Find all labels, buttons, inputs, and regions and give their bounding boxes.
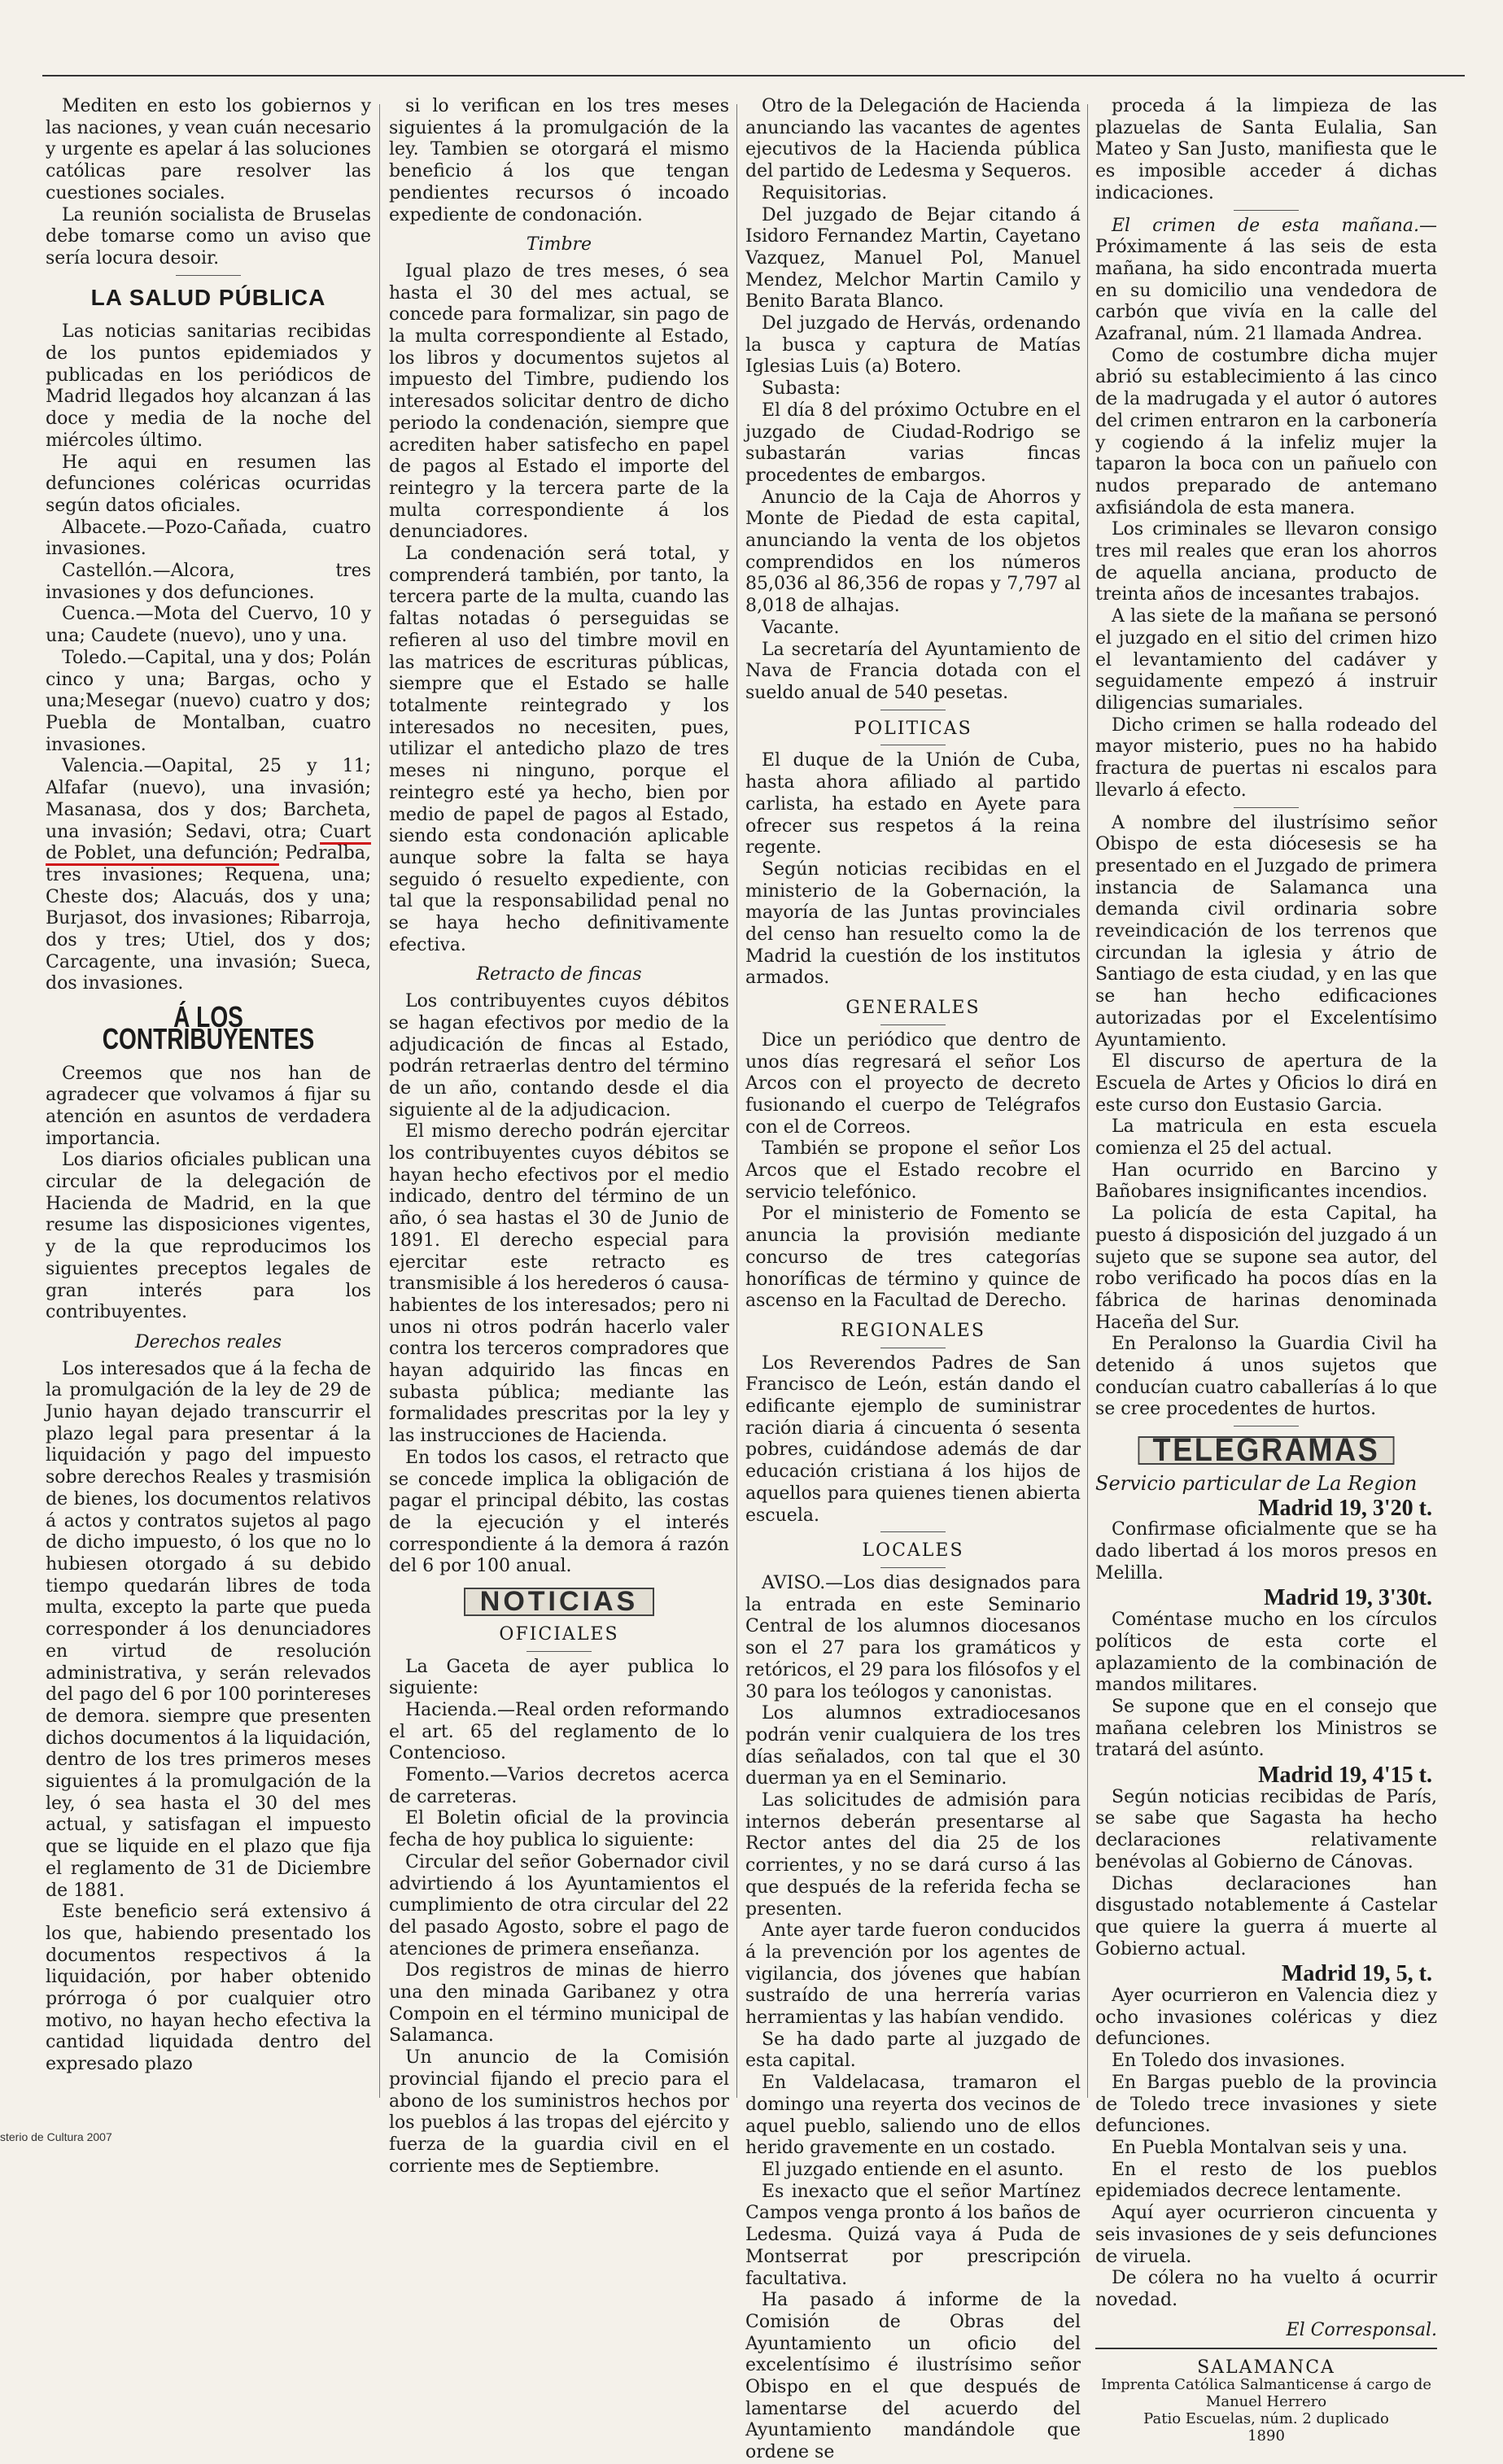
paragraph: Los alumnos extradiocesanos podrán venir cualquiera de los tres días señalados, con tal que el 30 duerman ya en el Seminario.	[745, 1703, 1081, 1789]
paragraph: Los Reverendos Padres de San Francisco de León, están dando el edificante ejemplo de suministrar ración diaria á cincuenta ó sesenta pobres, cuidándose además de dar educación cristiana á los hijos de aquellos para quienes tienen abierta escuela.	[745, 1352, 1081, 1526]
paragraph: Cuenca.—Mota del Cuervo, 10 y una; Caudete (nuevo), uno y una.	[46, 604, 371, 647]
dispatch-paragraph: Dichas declaraciones han disgustado notablemente á Castelar que quiere la guerra á muerte al Gobierno actual.	[1095, 1873, 1437, 1959]
paragraph: He aqui en resumen las defunciones coléricas ocurridas según datos oficiales.	[46, 452, 371, 516]
imprint-line: Imprenta Católica Salmanticense á cargo de Manuel Herrero	[1100, 2376, 1432, 2411]
paragraph: Hacienda.—Real orden reformando el art. 65 del reglamento de lo Contencioso.	[389, 1699, 729, 1764]
separator	[1234, 807, 1299, 808]
paragraph: El discurso de apertura de la Escuela de Artes y Oficios lo dirá en este curso don Eustasio Garcia.	[1095, 1051, 1437, 1116]
dispatch-paragraph: Confirmase oficialmente que se ha dado libertad á los moros presos en Melilla.	[1095, 1519, 1437, 1584]
paragraph: Ante ayer tarde fueron conducidos á la prevención por los agentes de vigilancia, dos jóvenes que habían sustraído de una herrería varias herramientas y las habían vendido.	[745, 1920, 1081, 2029]
derechos-paragraphs	[46, 1359, 371, 2076]
subheading-retracto: Retracto de fincas	[476, 964, 642, 985]
paragraph: Del juzgado de Bejar citando á Isidoro Fernandez Martin, Cayetano Vazquez, Manuel Pol, Manuel Mendez, Melchor Martin Camilo y Benito Barata Blanco.	[745, 204, 1081, 312]
paragraph: Toledo.—Capital, una y dos; Polán cinco y una; Bargas, ocho y una;Mesegar (nuevo) cuatro y dos; Puebla de Montalban, cuatro invasiones.	[46, 647, 371, 755]
paragraph: En Peralonso la Guardia Civil ha detenido á unos sujetos que conducían cuatro caballerías á lo que se cree procedentes de hurtos.	[1095, 1334, 1437, 1420]
dispatch-paragraph: Coméntase mucho en los círculos políticos de esta corte el aplazamiento de la combinación de mandos militares.	[1095, 1610, 1437, 1696]
varios-paragraphs	[1095, 813, 1437, 1422]
dispatch-date: Madrid 19, 3'20 t.	[1258, 1495, 1432, 1521]
paragraph: Es inexacto que el señor Martínez Campos venga pronto á los baños de Ledesma. Quizá vaya á Puda de Montserrat por prescripción facultativa.	[745, 2181, 1081, 2289]
paragraph: A nombre del ilustrísimo señor Obispo de esta diócesesis se ha presentado en el Juzgado de primera instancia de Salamanca una demanda civil ordinaria sobre reveindicación de los terrenos que circundan la iglesia y átrio de Santiago de esta ciudad, y en las que se han hecho edificaciones autorizadas por el Excelentísimo Ayuntamiento.	[1095, 812, 1437, 1051]
service-line: Servicio particular de La Region	[1095, 1471, 1418, 1495]
crimen-paragraph: El crimen de esta mañana.—Próximamente á las seis de esta mañana, ha sido encontrada muerta en su domicilio una vendedora de carbón que vivía en la calle del Azafranal, núm. 21 llamada Andrea.	[1095, 215, 1437, 345]
paragraph: Por el ministerio de Fomento se anuncia la provisión mediante concurso de tres categorías honoríficas de término y quince de ascenso en la Facultad de Derecho.	[745, 1204, 1081, 1312]
red-underlined-text: Cuart de Poblet, una defunción;	[46, 822, 371, 867]
paragraph: En todos los casos, el retracto que se concede implica la obligación de pagar el principal débito, las costas de la ejecución y el interés correspondiente á la demora á razón del 6 por 100 anual.	[389, 1447, 729, 1577]
paragraph: Los criminales se llevaron consigo tres mil reales que eran los ahorros de aquella anciana, producto de treinta años de incesantes trabajos.	[1095, 519, 1437, 605]
dispatch-paragraph: Ayer ocurrieron en Valencia diez y ocho invasiones coléricas y diez defunciones.	[1095, 1986, 1437, 2050]
crimen-paragraphs	[1095, 346, 1437, 802]
paragraph: La policía de esta Capital, ha puesto á disposición del juzgado á un sujeto que se supone sea autor, del robo verificado ha pocos días en la fábrica de harinas denominada Haceña del Sur.	[1095, 1204, 1437, 1333]
paragraph: Según noticias recibidas en el ministerio de la Gobernación, la mayoría de las Juntas provinciales del censo han resuelto como la de Madrid la cuestión de los institutos armados.	[745, 858, 1081, 989]
dispatch-paragraph: Se supone que en el consejo que mañana celebren los Ministros se tratará del asúnto.	[1095, 1696, 1437, 1761]
separator	[176, 275, 241, 276]
paragraph: Dos registros de minas de hierro una den minada Garibanez y otra Compoin en el término municipal de Salamanca.	[389, 1960, 729, 2047]
paragraph: Los interesados que á la fecha de la promulgación de la ley de 29 de Junio hayan dejado transcurrir el plazo legal para presentar á la liquidación y pago del impuesto sobre derechos Reales y trasmisión de bienes, los documentos relativos á actos y contratos sujetos al pago de dicho impuesto, ó los que no lo hubiesen otorgado á su debido tiempo quedarán libres de toda multa, excepto la parte que pueda corresponder á los denunciadores en virtud de resolución administrativa, y serán relevados del pago del 6 por 100 porintereses de demora. siempre que presenten dichos documentos á la liquidación, dentro de los tres primeros meses siguientes á la promulgación de la ley, ó sea hasta el 30 del mes actual, y satisfagan el impuesto que se liquide en el plazo que fija el reglamento de 31 de Diciembre de 1881.	[46, 1358, 371, 1901]
top-rule	[42, 75, 1465, 76]
column-1	[46, 96, 371, 2122]
separator	[1234, 210, 1299, 211]
dispatch-paragraph: En el resto de los pueblos epidemiados decrece lentamente.	[1095, 2159, 1437, 2202]
footer-rule	[1095, 2348, 1437, 2349]
imprint	[1095, 2359, 1437, 2444]
intro-paragraphs	[389, 96, 729, 226]
column-divider	[1087, 104, 1088, 2098]
valencia-paragraph: Valencia.—Oapital, 25 y 11; Alfafar (nuevo), una invasión; Masanasa, dos y dos; Barcheta, una invasión; Sedavi, otra; Cuart de Poblet, una defunción; Pedralba, tres invasiones; Requena, una; Cheste dos; Alacuás, dos y una; Burjasot, dos invasiones; Ribarroja, dos y tres; Utiel, dos y dos; Carcagente, una invasión; Sueca, dos invasiones.	[46, 756, 371, 994]
section-heading-noticias: NOTICIAS	[389, 1588, 729, 1616]
timbre-paragraphs	[389, 261, 729, 957]
column-divider	[379, 104, 380, 2098]
paragraph: Subasta:	[762, 378, 841, 400]
telegram-dispatches	[1095, 1495, 1437, 2312]
paragraph: Castellón.—Alcora, tres invasiones y dos defunciones.	[46, 561, 371, 603]
paragraph: La condenación será total, y comprenderá también, por tanto, la tercera parte de la multa, cuando las faltas notadas ó perseguidas se refieren al uso del timbre movil en las matrices de escrituras públicas, siempre que el Estado se halle totalmente reintegrado y los interesados no necesiten, pues, utilizar el antedicho plazo de tres meses ni ninguno, porque el reintegro esté ya hecho, bien por medio de papel de pagos al Estado, siendo esta condonación aplicable aunque sobre la falta se haya seguido ó resuelto expediente, con tal que la responsabilidad penal no se haya hecho definitivamente efectiva.	[389, 544, 729, 955]
paragraph: La reunión socialista de Bruselas debe tomarse como un aviso que sería locura desoir.	[46, 204, 371, 269]
paragraph: El duque de la Unión de Cuba, hasta ahora afiliado al partido carlista, ha estado en Ayete para ofrecer sus respetos á la reina regente.	[745, 750, 1081, 858]
paragraph: Como de costumbre dicha mujer abrió su establecimiento á las cinco de la madrugada y el autor ó autores del crimen entraron en la carbonería y cogiendo á la infeliz mujer la taparon la boca con un pañuelo con nudos preparado de antemano axfisiándola de esta manera.	[1095, 345, 1437, 518]
paragraph: La Gaceta de ayer publica lo siguiente:	[389, 1656, 729, 1699]
subheading-derechos: Derechos reales	[134, 1331, 282, 1352]
paragraph: Vacante.	[762, 617, 840, 638]
locales-paragraphs	[745, 1573, 1081, 2464]
dispatch-paragraph: Según noticias recibidas de París, se sabe que Sagasta ha hecho declaraciones relativamente benévolas al Gobierno de Cánovas.	[1095, 1786, 1437, 1872]
section-heading-salud: LA SALUD PÚBLICA	[90, 284, 326, 310]
dispatch-paragraph: En Bargas pueblo de la provincia de Toledo trece invasiones y siete defunciones.	[1095, 2072, 1437, 2137]
paragraph: Se ha dado parte al juzgado de esta capital.	[745, 2029, 1081, 2072]
paragraph: Los contribuyentes cuyos débitos se hagan efectivos por medio de la adjudicación de fincas al Estado, podrán retraerlas dentro del término de un año, contando desde el dia siguiente al de la adjudicacion.	[389, 991, 729, 1121]
intro-paragraphs	[1095, 96, 1437, 205]
paragraph: También se propone el señor Los Arcos que el Estado recobre el servicio telefónico.	[745, 1138, 1081, 1203]
dispatch-date: Madrid 19, 5, t.	[1281, 1961, 1432, 1987]
paragraph: AVISO.—Los dias designados para la entrada en este Seminario Central de los alumnos diocesanos son el 27 para los gramáticos y retóricos, el 29 para los filósofos y el 30 para los teólogos y canonistas.	[745, 1573, 1081, 1702]
paragraph: Ha pasado á informe de la Comisión de Obras del Ayuntamiento un oficio del excelentísimo é ilustrísimo señor Obispo en el que después de lamentarse del acuerdo del Ayuntamiento mandándole que ordene se	[745, 2290, 1081, 2463]
section-heading-contribuyentes: Á LOS CONTRIBUYENTES	[102, 1000, 315, 1055]
paragraph: El mismo derecho podrán ejercitar los contribuyentes cuyos débitos se hayan hecho efectivos por el medio indicado, dentro del término de un año, ó sea hastas el 30 de Junio de 1891. El derecho especial para ejercitar este retracto es transmisible á los herederos ó causa-habientes de los interesados; pero ni unos ni otros podrán hacerlo valer contra los terceros compradores que hayan adquirido las fincas en subasta pública; mediante las formalidades prescritas por la ley y las instrucciones de Hacienda.	[389, 1121, 729, 1447]
paragraph: Las solicitudes de admisión para internos deberán presentarse al Rector antes del dia 25 de los corrientes, y no se dará curso á las que después de la referida fecha se presenten.	[745, 1790, 1081, 1920]
paragraph: El juzgado entiende en el asunto.	[762, 2159, 1064, 2180]
subheading-oficiales: OFICIALES	[499, 1623, 619, 1645]
separator	[880, 1024, 946, 1025]
intro-paragraphs	[745, 96, 1081, 705]
paragraph: Creemos que nos han de agradecer que volvamos á fijar su atención en asuntos de verdadera importancia.	[46, 1063, 371, 1149]
paragraph: Circular del señor Gobernador civil advirtiendo á los Ayuntamientos el cumplimiento de otra circular del 22 del pasado Agosto, sobre el pago de atenciones de primera enseñanza.	[389, 1851, 729, 1959]
dispatch-paragraph: De cólera no ha vuelto á ocurrir novedad.	[1095, 2268, 1437, 2310]
separator	[880, 1567, 946, 1568]
paragraph: La matricula en esta escuela comienza el 25 del actual.	[1095, 1116, 1437, 1160]
imprint-city: SALAMANCA	[1197, 2357, 1335, 2379]
paragraph: Dicho crimen se halla rodeado del mayor misterio, pues no ha habido fractura de puertas ni escalos para llevarlo á efecto.	[1095, 714, 1437, 801]
dispatch-paragraph: Aquí ayer ocurrieron cincuenta y seis invasiones de y seis defunciones de viruela.	[1095, 2203, 1437, 2267]
dispatch-date: Madrid 19, 3'30t.	[1264, 1585, 1432, 1611]
archive-watermark: sterio de Cultura 2007	[0, 2130, 112, 2143]
paragraph: Los diarios oficiales publican una circular de la delegación de Hacienda de Madrid, en la que resume las disposiciones vigentes, y de la que reproducimos los siguientes preceptos legales de gran interés para los contribuyentes.	[46, 1150, 371, 1323]
subheading-timbre: Timbre	[526, 234, 592, 256]
paragraph: A las siete de la mañana se personó el juzgado en el sitio del crimen hizo el levantamiento del cadáver y seguidamente empezó á instruir diligencias sumariales.	[1095, 606, 1437, 714]
paragraph: Otro de la Delegación de Hacienda anunciando las vacantes de agentes ejecutivos de la Hacienda pública del partido de Ledesma y Sequeros.	[745, 96, 1081, 182]
signature: El Corresponsal.	[1286, 2319, 1437, 2340]
salud-paragraphs	[46, 321, 371, 756]
dispatch-paragraph: En Toledo dos invasiones.	[1112, 2051, 1346, 2072]
dispatch-date: Madrid 19, 4'15 t.	[1258, 1763, 1432, 1789]
paragraph: El día 8 del próximo Octubre en el juzgado de Ciudad-Rodrigo se subastarán varias fincas procedentes de embargos.	[745, 400, 1081, 486]
generales-paragraphs	[745, 1030, 1081, 1313]
paragraph: Del juzgado de Hervás, ordenando la busca y captura de Matías Iglesias Luis (a) Botero.	[745, 313, 1081, 378]
paragraph: Han ocurrido en Barcino y Bañobares insignificantes incendios.	[1095, 1160, 1437, 1203]
paragraph: Este beneficio será extensivo á los que, habiendo presentado los documentos respectivos á la liquidación, por haber obtenido prórroga ó por cualquier otro motivo, no hayan hecho efectiva la cantidad liquidada dentro del expresado plazo	[46, 1902, 371, 2075]
regionales-paragraphs	[745, 1353, 1081, 1527]
oficiales-paragraphs	[389, 1657, 729, 2178]
column-divider	[736, 104, 737, 2098]
column-4	[1095, 96, 1437, 2445]
paragraph: Requisitorias.	[762, 182, 888, 203]
imprint-year: 1890	[1247, 2427, 1285, 2445]
imprint-line: Patio Escuelas, núm. 2 duplicado	[1143, 2410, 1389, 2428]
separator	[880, 1531, 946, 1532]
paragraph: proceda á la limpieza de las plazuelas de Santa Eulalia, San Mateo y San Justo, manifiesta que le es imposible acceder á dichas indicaciones.	[1095, 96, 1437, 203]
paragraph: En Valdelacasa, tramaron el domingo una reyerta dos vecinos de aquel pueblo, saliendo uno de ellos herido gravemente en un costado.	[745, 2073, 1081, 2159]
politicas-paragraphs	[745, 750, 1081, 990]
paragraph: Dice un periódico que dentro de unos días regresará el señor Los Arcos con el proyecto de decreto fusionando el cuerpo de Telégrafos con el de Correos.	[745, 1029, 1081, 1138]
subheading-generales: GENERALES	[845, 998, 981, 1019]
paragraph: La secretaría del Ayuntamiento de Nava de Francia dotada con el sueldo anual de 540 pesetas.	[745, 639, 1081, 703]
intro-paragraphs	[46, 96, 371, 270]
retracto-paragraphs	[389, 991, 729, 1578]
paragraph: Un anuncio de la Comisión provincial fijando el precio para el abono de los suministros hechos por los pueblos á las tropas del ejército y fuerza de la guardia civil en el corriente mes de Septiembre.	[389, 2047, 729, 2177]
subheading-politicas: POLITICAS	[854, 718, 972, 739]
column-2	[389, 96, 729, 2177]
paragraph: Fomento.—Varios decretos acerca de carreteras.	[389, 1765, 729, 1807]
paragraph: El Boletin oficial de la provincia fecha de hoy publica lo siguiente:	[389, 1808, 729, 1851]
section-heading-telegramas: TELEGRAMAS	[1112, 1436, 1420, 1465]
paragraph: Anuncio de la Caja de Ahorros y Monte de Piedad de esta capital, anunciando la venta de los objetos comprendidos en los números 85,036 al 86,356 de ropas y 7,797 al 8,018 de alhajas.	[745, 487, 1081, 617]
subheading-locales: LOCALES	[862, 1540, 964, 1562]
paragraph: Las noticias sanitarias recibidas de los puntos epidemiados y publicadas en los periódicos de Madrid llegados hoy alcanzan á las doce y media de la noche del miércoles último.	[46, 321, 371, 451]
crimen-title: El crimen de esta mañana.	[1112, 215, 1419, 236]
paragraph: Igual plazo de tres meses, ó sea hasta el 30 del mes actual, se concede para formalizar, sin pago de la multa correspondiente al Estado, los libros y documentos sujetos al impuesto del Timbre, pudiendo los interesados solicitar dentro de dicho periodo la condenación, siempre que acrediten haber satisfecho en papel de pagos al Estado el importe del reintegro y la tercera parte de la multa correspondiente á los denunciadores.	[389, 260, 729, 543]
contribuyentes-paragraphs	[46, 1064, 371, 1324]
column-3	[745, 96, 1081, 2463]
paragraph: si lo verifican en los tres meses siguientes á la promulgación de la ley. Tambien se otorgará el mismo beneficio á los que tengan pendientes recursos ó incoado expediente de condonación.	[389, 96, 729, 225]
paragraph: Albacete.—Pozo-Cañada, cuatro invasiones.	[46, 517, 371, 560]
dispatch-paragraph: En Puebla Montalvan seis y una.	[1112, 2137, 1408, 2158]
paragraph: Mediten en esto los gobiernos y las naciones, y vean cuán necesario y urgente es apelar á las soluciones católicas pare resolver las cuestiones sociales.	[46, 96, 371, 203]
separator	[526, 1651, 592, 1652]
subheading-regionales: REGIONALES	[841, 1320, 985, 1341]
